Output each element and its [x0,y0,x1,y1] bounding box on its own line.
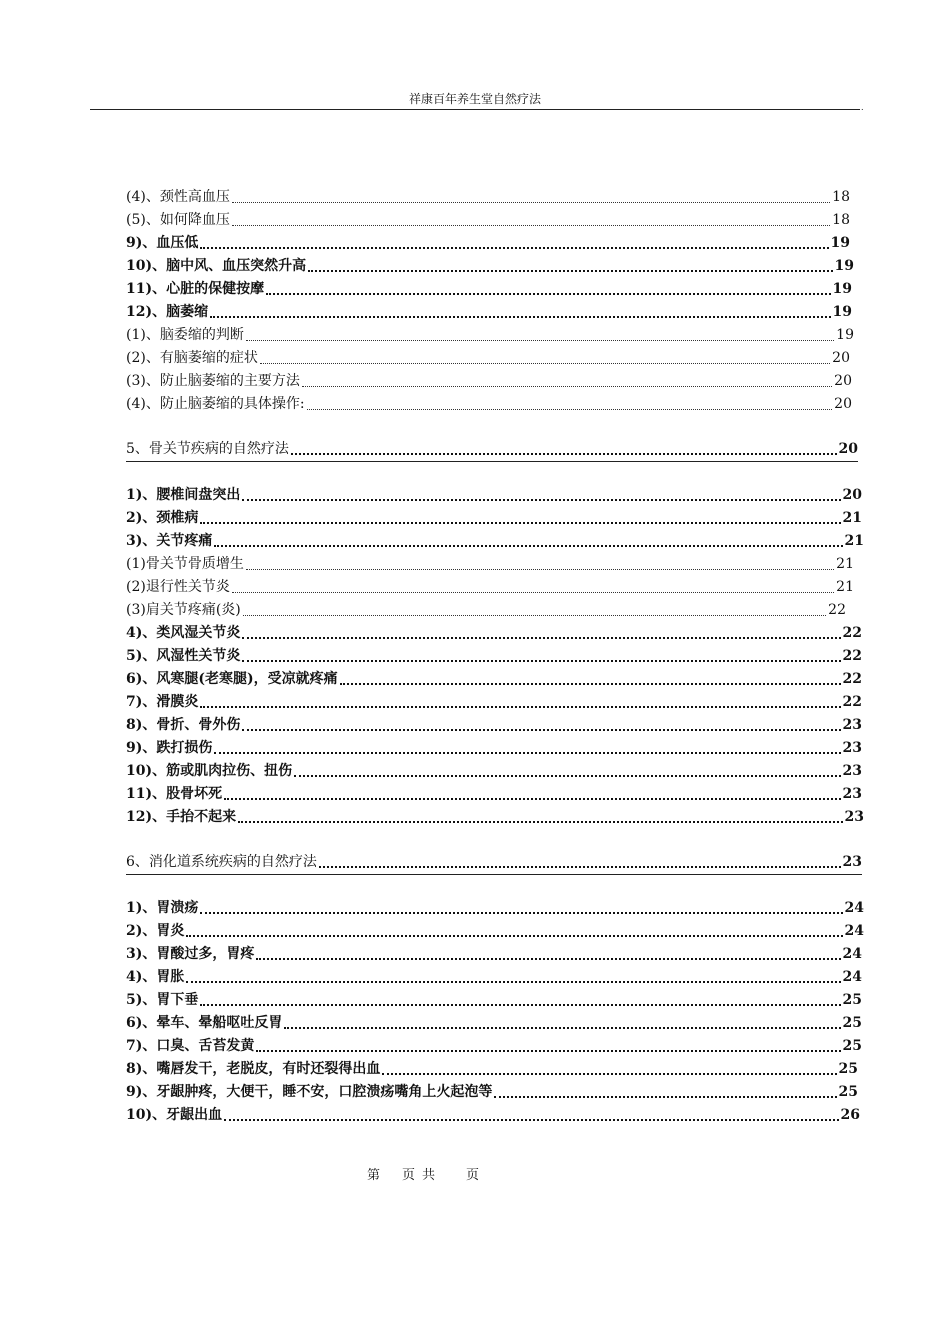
header-title: 祥康百年养生堂自然疗法 [408,92,541,106]
toc-entry-label: 7)、滑膜炎 [126,694,199,710]
toc-entry-page: 26 [840,1107,860,1123]
toc-leader [319,856,841,870]
toc-leader [266,283,830,297]
toc-entry[interactable] [126,1081,858,1104]
toc-leader [200,902,842,916]
toc-entry-page: 23 [842,786,862,802]
toc-entry-label: 4)、胃胀 [126,969,185,985]
toc-leader [256,948,840,962]
toc-leader [186,971,840,985]
toc-entry-label: 12)、脑萎缩 [126,304,209,320]
toc-group-1 [126,186,866,416]
toc-entry-label: (2)退行性关节炎 [126,579,230,595]
table-of-contents [126,186,866,1127]
toc-leader [200,994,840,1008]
toc-entry[interactable] [126,347,850,370]
toc-leader [382,1063,836,1077]
toc-entry-page: 19 [832,304,852,320]
toc-entry-label: 11)、心脏的保健按摩 [126,281,265,297]
toc-leader [186,925,842,939]
toc-leader [224,1109,838,1123]
toc-entry-page: 20 [842,487,862,503]
page-header [90,92,860,110]
toc-entry-page: 25 [842,1038,862,1054]
toc-leader [284,1017,840,1031]
toc-entry-label: 11)、股骨坏死 [126,786,223,802]
toc-entry[interactable] [126,209,850,232]
toc-entry-page: 21 [836,556,854,572]
toc-leader [200,696,840,710]
toc-leader [256,1040,840,1054]
toc-entry[interactable] [126,186,850,209]
toc-entry[interactable] [126,806,864,829]
toc-leader [232,191,830,205]
toc-entry-label: 9)、跌打损伤 [126,740,213,756]
toc-leader [238,811,842,825]
toc-entry-page: 25 [838,1061,858,1077]
toc-section-label: 5、骨关节疾病的自然疗法 [126,441,289,457]
toc-entry-label: 5)、胃下垂 [126,992,199,1008]
toc-entry-label: 5)、风湿性关节炎 [126,648,241,664]
toc-section-page: 20 [838,441,858,457]
toc-entry[interactable] [126,553,854,576]
toc-entry-label: 10)、筋或肌肉拉伤、扭伤 [126,763,293,779]
toc-entry-label: 9)、血压低 [126,235,199,251]
toc-leader [214,535,842,549]
toc-entry-page: 22 [842,694,862,710]
toc-entry-page: 19 [834,258,854,274]
toc-leader [242,489,840,503]
toc-entry-label: (1)、脑委缩的判断 [126,327,244,343]
toc-entry-page: 24 [844,900,864,916]
toc-entry-label: 9)、牙龈肿疼，大便干，睡不安，口腔溃疡嘴角上火起泡等 [126,1084,493,1100]
toc-entry[interactable] [126,714,862,737]
toc-entry-page: 19 [830,235,850,251]
toc-leader [200,237,828,251]
toc-entry-page: 23 [844,809,864,825]
toc-entry-label: 12)、手抬不起来 [126,809,237,825]
toc-leader [246,329,834,343]
toc-entry-page: 20 [834,373,852,389]
toc-entry[interactable] [126,324,854,347]
toc-entry[interactable] [126,989,862,1012]
toc-entry[interactable] [126,920,864,943]
footer-ye: 页 [402,1168,416,1183]
toc-entry[interactable] [126,507,862,530]
toc-entry-label: 10)、牙龈出血 [126,1107,223,1123]
toc-entry-label: (1)骨关节骨质增生 [126,556,244,572]
toc-entry-page: 18 [832,212,850,228]
toc-entry[interactable] [126,278,852,301]
toc-entry-page: 23 [842,717,862,733]
toc-entry-page: 22 [842,625,862,641]
toc-entry[interactable] [126,668,862,691]
toc-entry[interactable] [126,1012,862,1035]
toc-leader [307,398,833,412]
toc-leader [242,650,840,664]
header-mark: . [861,103,864,112]
toc-entry[interactable] [126,897,864,920]
toc-leader [340,673,841,687]
toc-entry[interactable] [126,393,852,416]
footer-ye-total: 页 [466,1168,480,1183]
toc-leader [243,604,826,618]
toc-entry[interactable] [126,576,854,599]
toc-entry-page: 24 [844,923,864,939]
toc-leader [494,1086,836,1100]
toc-leader [308,260,832,274]
footer-gong: 共 [422,1168,436,1183]
toc-section-page: 23 [842,854,862,870]
toc-entry-page: 20 [834,396,852,412]
toc-entry-label: (5)、如何降血压 [126,212,230,228]
toc-entry[interactable] [126,1104,860,1127]
toc-leader [214,742,840,756]
toc-entry[interactable] [126,370,852,393]
toc-entry[interactable] [126,599,846,622]
toc-entry-label: (4)、防止脑萎缩的具体操作: [126,396,305,412]
toc-entry[interactable] [126,943,862,966]
toc-entry-label: 3)、关节疼痛 [126,533,213,549]
toc-entry-page: 25 [842,1015,862,1031]
toc-leader [242,627,840,641]
toc-leader [291,443,837,457]
toc-entry[interactable] [126,301,852,324]
toc-leader [260,352,830,366]
toc-leader [200,512,840,526]
toc-leader [302,375,832,389]
toc-entry-page: 24 [842,946,862,962]
toc-entry-label: 10)、脑中风、血压突然升高 [126,258,307,274]
toc-entry-page: 25 [838,1084,858,1100]
toc-leader [210,306,830,320]
toc-entry[interactable] [126,622,862,645]
toc-entry-label: (4)、颈性高血压 [126,189,230,205]
toc-leader [232,214,830,228]
toc-entry-label: 3)、胃酸过多，胃疼 [126,946,255,962]
toc-entry-label: (3)肩关节疼痛(炎) [126,602,241,618]
toc-entry-page: 21 [836,579,854,595]
toc-group-2 [126,484,866,829]
toc-entry[interactable] [126,691,862,714]
toc-entry-label: 8)、骨折、骨外伤 [126,717,241,733]
toc-entry[interactable] [126,760,862,783]
toc-entry[interactable] [126,1035,862,1058]
toc-entry[interactable] [126,645,862,668]
toc-section-label: 6、消化道系统疾病的自然疗法 [126,854,317,870]
toc-entry[interactable] [126,232,850,255]
toc-entry-label: (3)、防止脑萎缩的主要方法 [126,373,300,389]
toc-entry[interactable] [126,484,862,507]
toc-entry-page: 20 [832,350,850,366]
toc-entry-label: 6)、风寒腿(老寒腿)，受凉就疼痛 [126,671,338,687]
toc-leader [242,719,840,733]
toc-entry-page: 22 [842,671,862,687]
toc-entry-label: 2)、胃炎 [126,923,185,939]
toc-entry-label: 8)、嘴唇发干，老脱皮，有时还裂得出血 [126,1061,381,1077]
toc-entry-page: 23 [842,740,862,756]
toc-entry[interactable] [126,1058,858,1081]
toc-entry-page: 18 [832,189,850,205]
toc-leader [246,558,834,572]
toc-leader [294,765,840,779]
toc-entry-label: 7)、口臭、舌苔发黄 [126,1038,255,1054]
toc-entry-page: 22 [842,648,862,664]
toc-entry[interactable] [126,783,862,806]
toc-entry-label: 4)、类风湿关节炎 [126,625,241,641]
footer-di: 第 [367,1168,381,1183]
toc-entry-label: 6)、晕车、晕船呕吐反胃 [126,1015,283,1031]
toc-entry-page: 24 [842,969,862,985]
toc-section-6[interactable] [126,851,862,875]
toc-entry-page: 22 [828,602,846,618]
toc-entry-page: 21 [844,533,864,549]
toc-entry[interactable] [126,530,864,553]
toc-entry-label: 1)、胃溃疡 [126,900,199,916]
toc-entry-label: 2)、颈椎病 [126,510,199,526]
toc-entry[interactable] [126,966,862,989]
toc-leader [232,581,834,595]
toc-entry-page: 19 [832,281,852,297]
toc-entry[interactable] [126,737,862,760]
toc-entry-page: 23 [842,763,862,779]
toc-entry-page: 19 [836,327,854,343]
toc-leader [224,788,840,802]
toc-entry-page: 21 [842,510,862,526]
toc-section-5[interactable] [126,438,858,462]
toc-entry[interactable] [126,255,854,278]
toc-group-3 [126,897,866,1127]
toc-entry-label: 1)、腰椎间盘突出 [126,487,241,503]
toc-entry-page: 25 [842,992,862,1008]
toc-entry-label: (2)、有脑萎缩的症状 [126,350,258,366]
